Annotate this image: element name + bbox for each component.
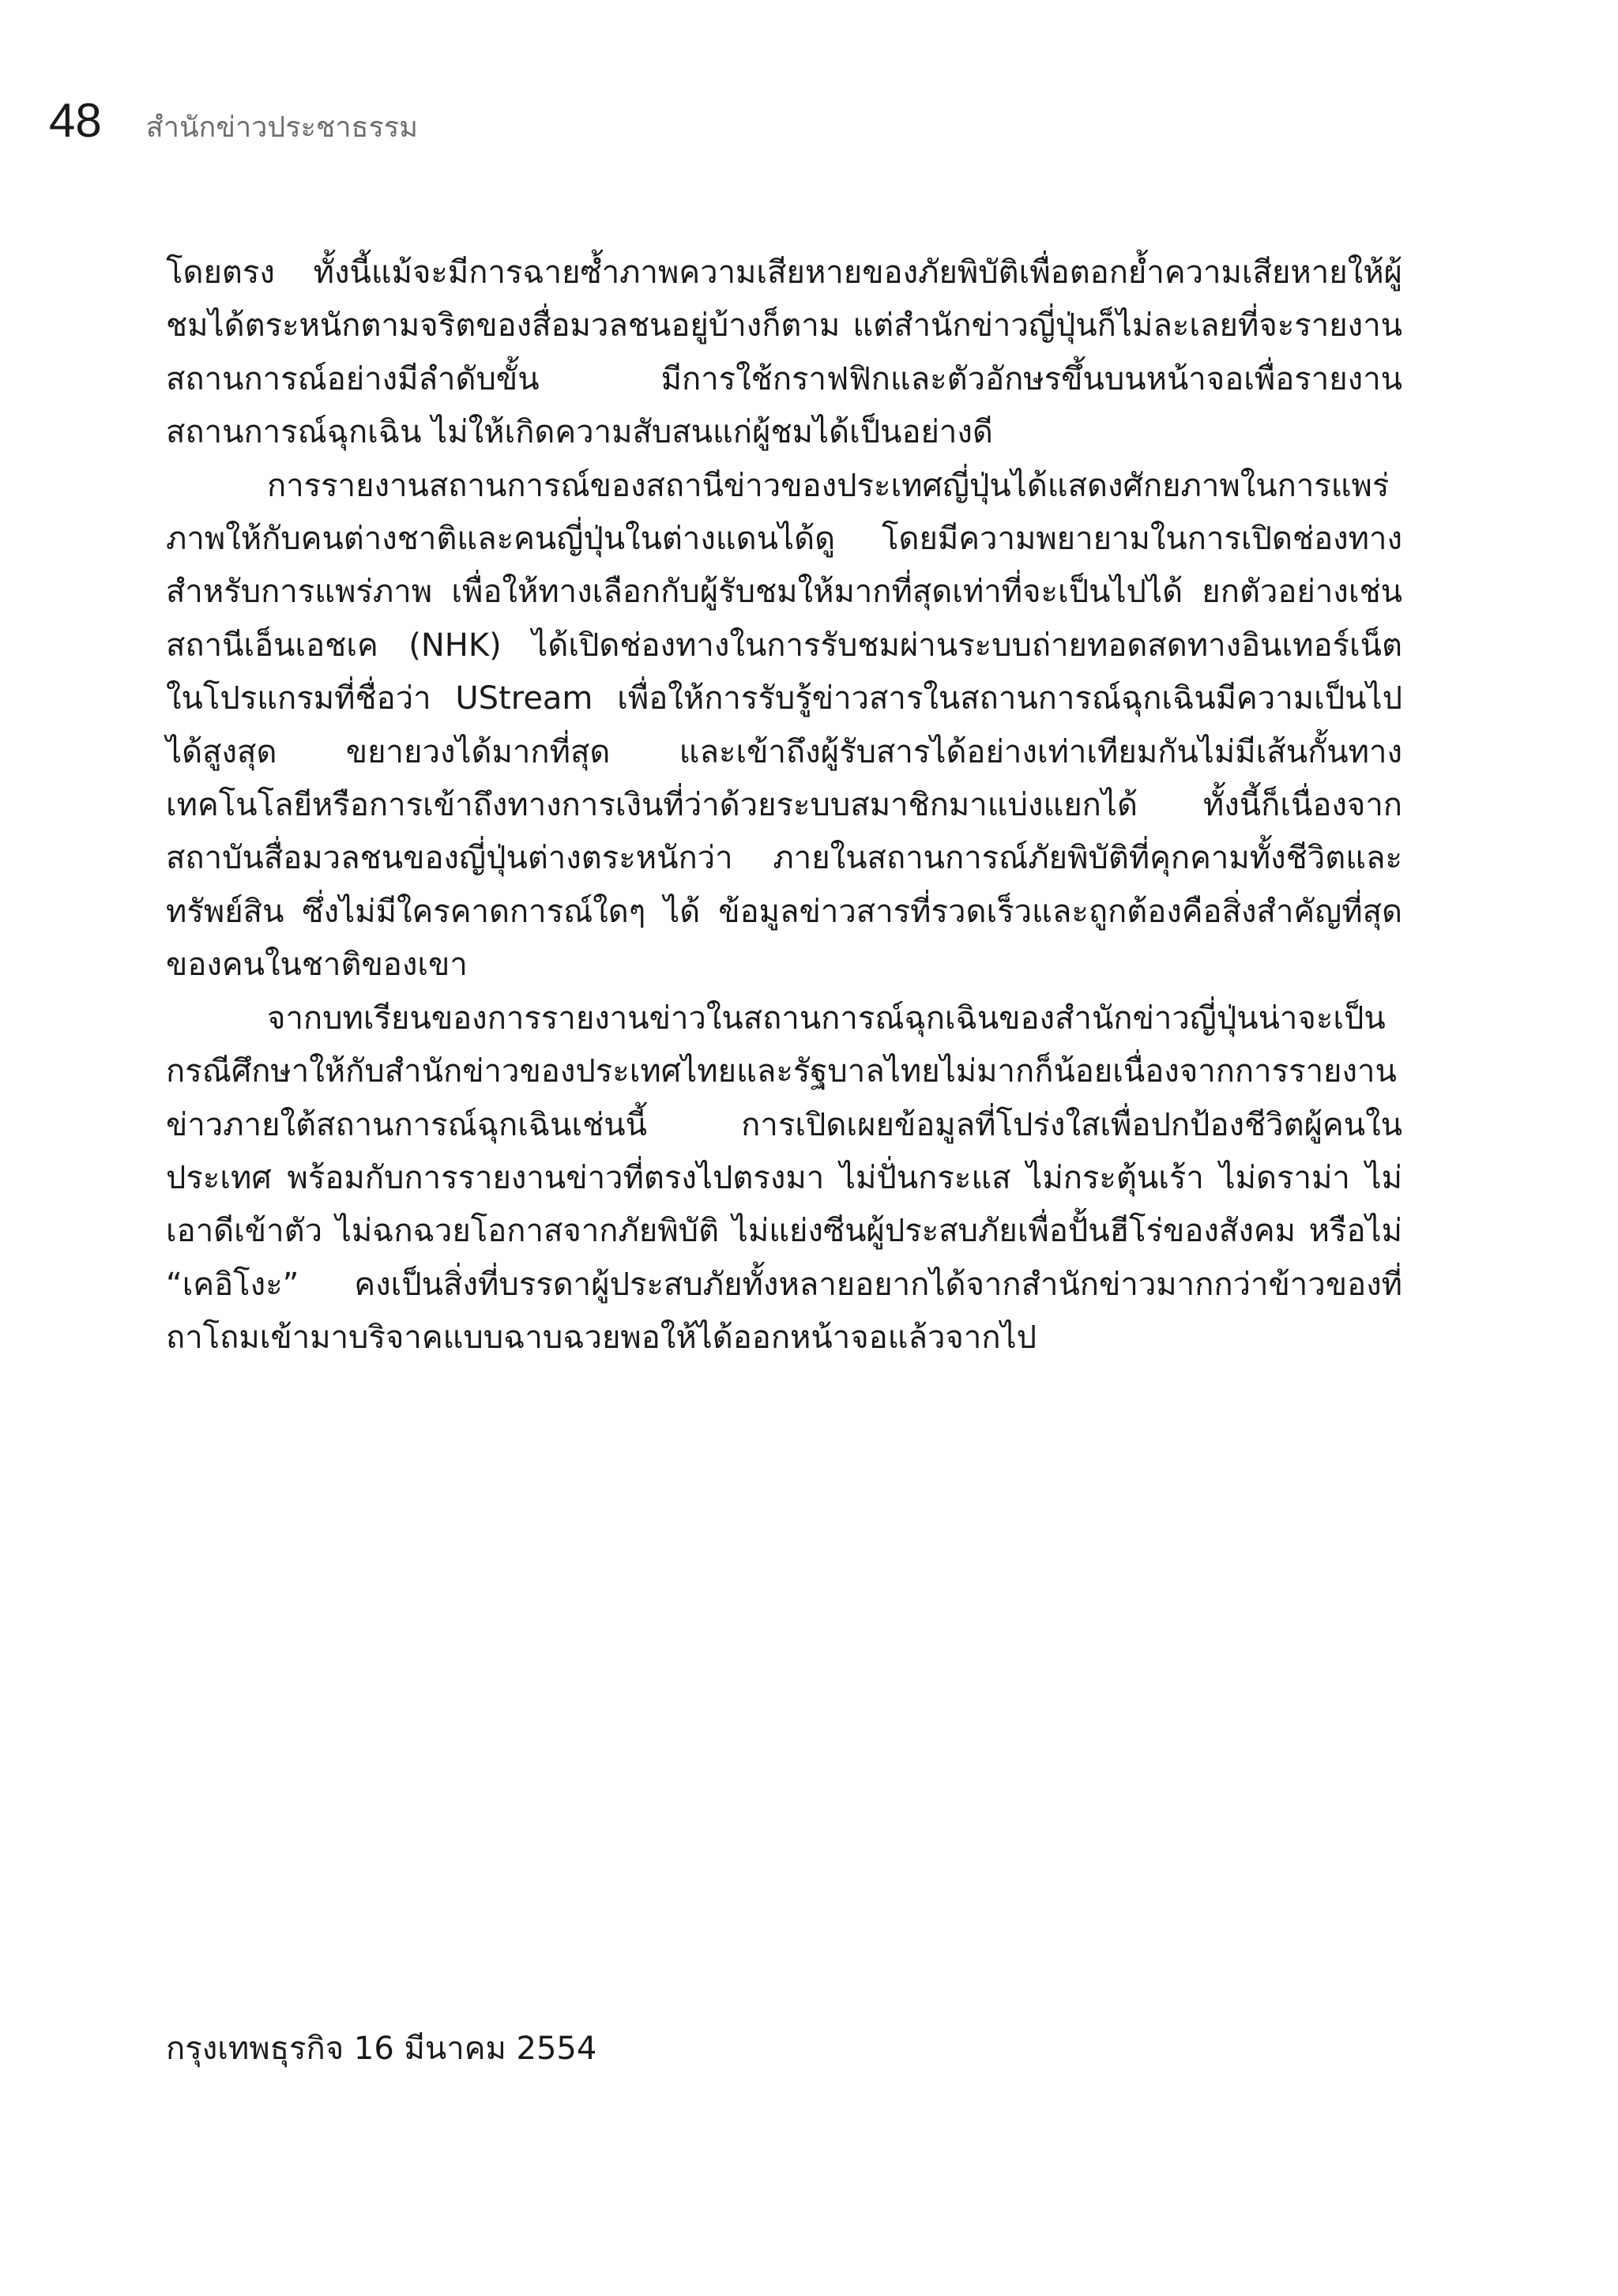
paragraph: การรายงานสถานการณ์ของสถานีข่าวของประเทศญี่ปุ่นได้แสดงศักยภาพในการแพร่ภาพให้กับคนต่างชาติและคนญี่ปุ่นในต่างแดนได้ดู โดยมีความพยายามในการเปิดช่องทางสำหรับการแพร่ภาพ เพื่อให้ทางเลือกกับผู้รับชมให้มากที่สุดเท่าที่จะเป็นไปได้ ยกตัวอย่างเช่น สถานีเอ็นเอชเค (NHK) ได้เปิดช่องทางในการรับชมผ่านระบบถ่ายทอดสดทางอินเทอร์เน็ต ในโปรแกรมที่ชื่อว่า UStream เพื่อให้การรับรู้ข่าวสารในสถานการณ์ฉุกเฉินมีความเป็นไปได้สูงสุด ขยายวงได้มากที่สุด และเข้าถึงผู้รับสารได้อย่างเท่าเทียมกันไม่มีเส้นกั้นทางเทคโนโลยีหรือการเข้าถึงทางการเงินที่ว่าด้วยระบบสมาชิกมาแบ่งแยกได้ ทั้งนี้ก็เนื่องจากสถาบันสื่อมวลชนของญี่ปุ่นต่างตระหนักว่า ภายในสถานการณ์ภัยพิบัติที่คุกคามทั้งชีวิตและทรัพย์สิน ซึ่งไม่มีใครคาดการณ์ใดๆ ได้ ข้อมูลข่าวสารที่รวดเร็วและถูกต้องคือสิ่งสำคัญที่สุดของคนในชาติของเขา (166, 467, 1402, 984)
page-number: 48 (49, 94, 102, 147)
paragraph-continuation: โดยตรง ทั้งนี้แม้จะมีการฉายซ้ำภาพความเสียหายของภัยพิบัติเพื่อตอกย้ำความเสียหายให้ผู้ชมได้ตระหนักตามจริตของสื่อมวลชนอยู่บ้างก็ตาม แต่สำนักข่าวญี่ปุ่นก็ไม่ละเลยที่จะรายงานสถานการณ์อย่างมีลำดับขั้น มีการใช้กราฟฟิกและตัวอักษรขึ้นบนหน้าจอเพื่อรายงานสถานการณ์ฉุกเฉิน ไม่ให้เกิดความสับสนแก่ผู้ชมได้เป็นอย่างดี (166, 254, 1402, 451)
page-header (49, 93, 418, 156)
article-body (166, 247, 1402, 1365)
source-citation: กรุงเทพธุรกิจ 16 มีนาคม 2554 (166, 2031, 597, 2067)
paragraph: จากบทเรียนของการรายงานข่าวในสถานการณ์ฉุกเฉินของสำนักข่าวญี่ปุ่นน่าจะเป็นกรณีศึกษาให้กับสำนักข่าวของประเทศไทยและรัฐบาลไทยไม่มากก็น้อยเนื่องจากการรายงานข่าวภายใต้สถานการณ์ฉุกเฉินเช่นนี้ การเปิดเผยข้อมูลที่โปร่งใสเพื่อปกป้องชีวิตผู้คนในประเทศ พร้อมกับการรายงานข่าวที่ตรงไปตรงมา ไม่ปั่นกระแส ไม่กระตุ้นเร้า ไม่ดราม่า ไม่เอาดีเข้าตัว ไม่ฉกฉวยโอกาสจากภัยพิบัติ ไม่แย่งซีนผู้ประสบภัยเพื่อปั้นฮีโร่ของสังคม หรือไม่ “เคอิโงะ” คงเป็นสิ่งที่บรรดาผู้ประสบภัยทั้งหลายอยากได้จากสำนักข่าวมากกว่าข้าวของที่ถาโถมเข้ามาบริจาคแบบฉาบฉวยพอให้ได้ออกหน้าจอแล้วจากไป (166, 999, 1402, 1357)
running-head: สำนักข่าวประชาธรรม (145, 111, 418, 144)
